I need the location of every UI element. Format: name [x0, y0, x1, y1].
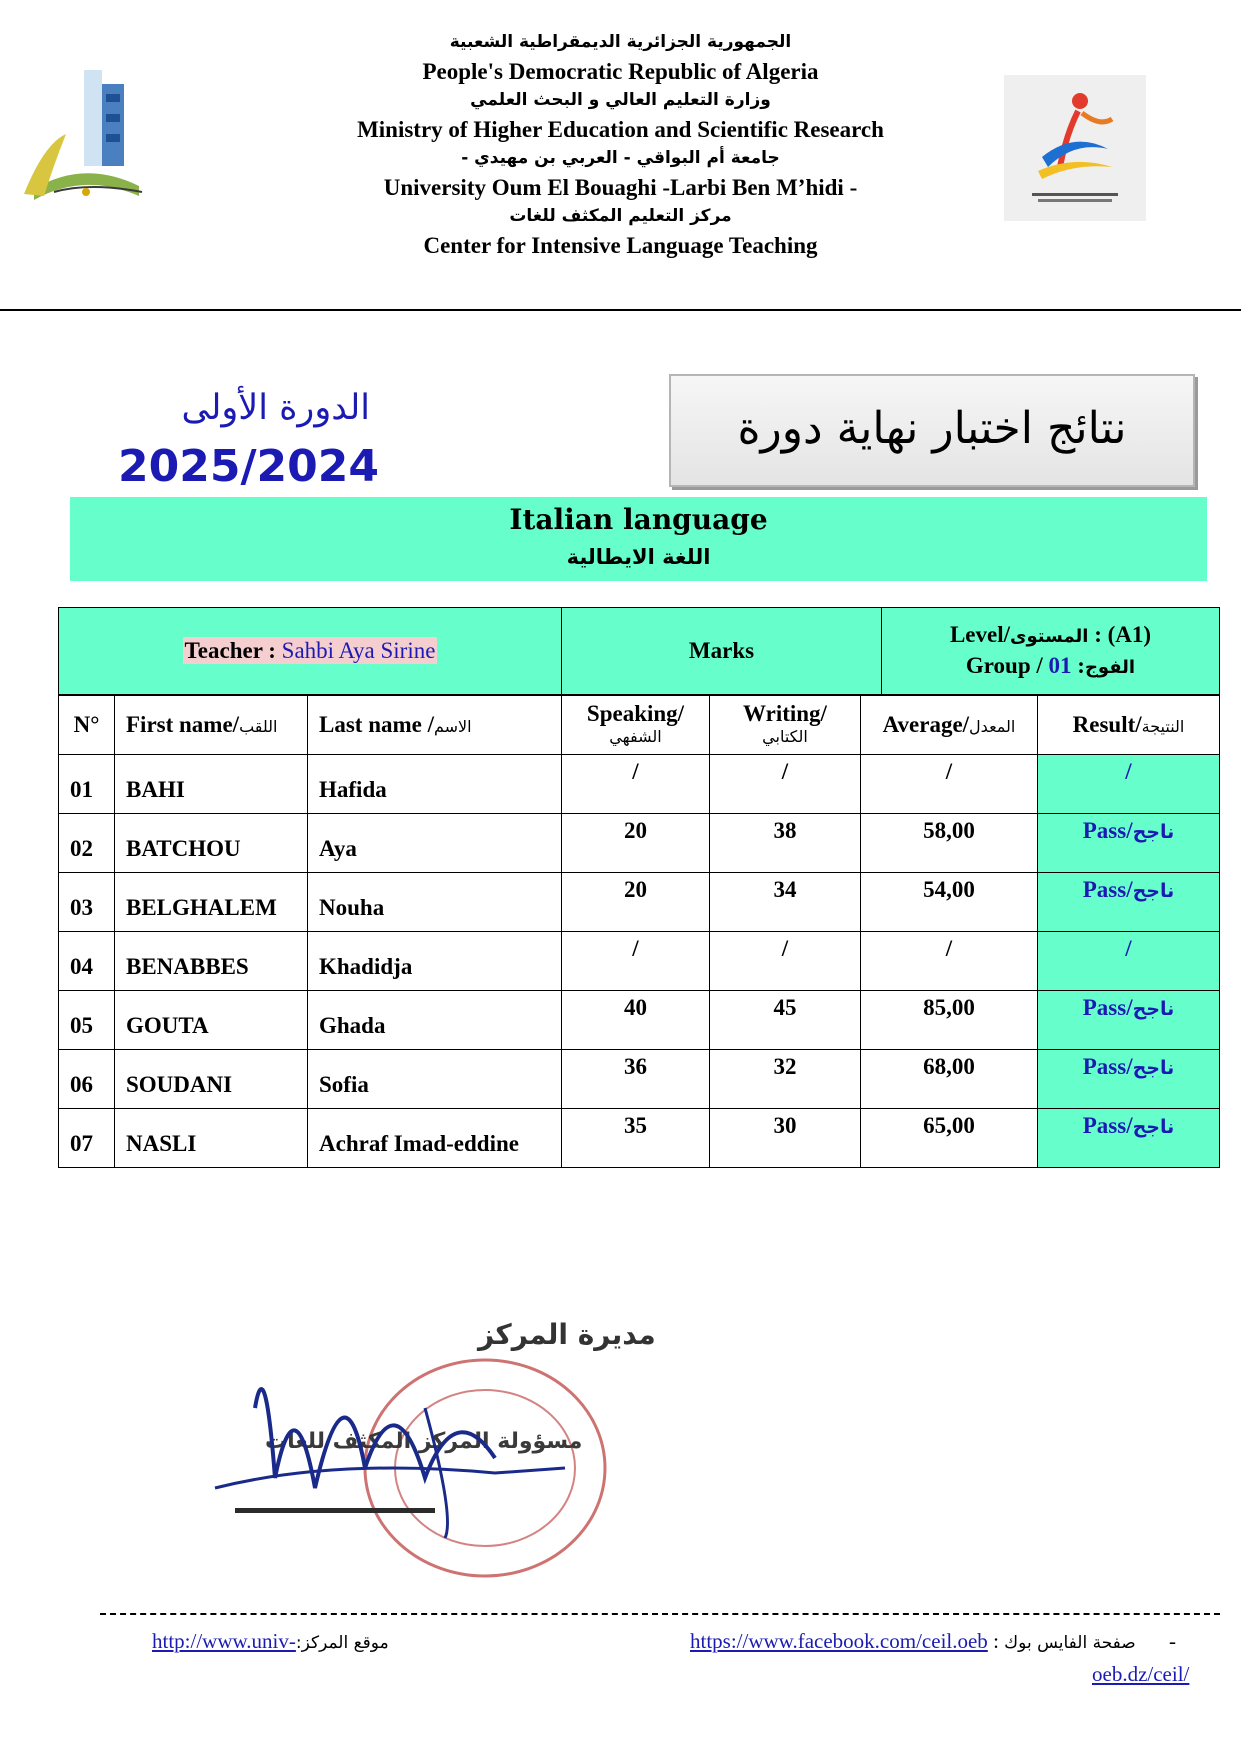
center-website-link[interactable]: http://www.univ- — [152, 1629, 296, 1653]
header-writing-en: Writing/ — [743, 701, 827, 726]
average-mark: 65,00 — [861, 1109, 1038, 1168]
speaking-mark: 36 — [562, 1050, 710, 1109]
first-name: BENABBES — [115, 932, 308, 991]
result-en: Pass/ — [1082, 1113, 1133, 1138]
header-result — [1038, 696, 1220, 755]
average-mark: / — [861, 755, 1038, 814]
header-no: N° — [59, 696, 115, 755]
row-number: 04 — [59, 932, 115, 991]
academic-year: 2025/2024 — [118, 441, 379, 492]
writing-mark: / — [710, 932, 861, 991]
header-last-name-ar: الاسم — [434, 717, 472, 736]
university-logo-icon — [14, 64, 162, 214]
republic-en: People's Democratic Republic of Algeria — [422, 59, 819, 84]
results-body — [59, 755, 1220, 1168]
first-name: BAHI — [115, 755, 308, 814]
first-name: BELGHALEM — [115, 873, 308, 932]
facebook-sep: : — [987, 1629, 1005, 1653]
row-number: 03 — [59, 873, 115, 932]
level-label-ar: المستوى — [1010, 626, 1089, 647]
teacher-label: Teacher : — [184, 638, 282, 663]
writing-mark: / — [710, 755, 861, 814]
header-first-name-en: First name/ — [126, 712, 240, 737]
footer-facebook — [690, 1629, 1176, 1654]
result-ar: ناجح — [1132, 1116, 1175, 1138]
facebook-link[interactable]: https://www.facebook.com/ceil.oeb — [690, 1629, 988, 1653]
header-first-name-ar: اللقب — [239, 717, 278, 736]
row-number: 02 — [59, 814, 115, 873]
average-mark: 58,00 — [861, 814, 1038, 873]
footer-divider — [100, 1613, 1220, 1615]
first-name: NASLI — [115, 1109, 308, 1168]
university-ar: جامعة أم البواقي - العربي بن مهيدي - — [461, 148, 780, 168]
group-label-ar: الفوج — [1084, 657, 1136, 678]
result-cell — [1038, 814, 1220, 873]
table-row — [59, 932, 1220, 991]
teacher-highlight — [183, 637, 438, 664]
header-speaking-ar: الشفهي — [609, 727, 662, 746]
writing-mark: 45 — [710, 991, 861, 1050]
header-writing — [710, 696, 861, 755]
group-sep: : — [1071, 653, 1085, 678]
last-name: Aya — [308, 814, 562, 873]
result-en: Pass/ — [1082, 877, 1133, 902]
first-name: BATCHOU — [115, 814, 308, 873]
center-en: Center for Intensive Language Teaching — [423, 233, 818, 258]
result-ar: ناجح — [1132, 880, 1175, 902]
result-cell — [1038, 755, 1220, 814]
header-last-name — [308, 696, 562, 755]
average-mark: / — [861, 932, 1038, 991]
last-name: Khadidja — [308, 932, 562, 991]
last-name: Sofia — [308, 1050, 562, 1109]
center-website-link-cont[interactable]: oeb.dz/ceil/ — [1092, 1662, 1190, 1686]
row-number: 06 — [59, 1050, 115, 1109]
center-logo-icon — [1004, 75, 1146, 221]
first-name: SOUDANI — [115, 1050, 308, 1109]
last-name: Achraf Imad-eddine — [308, 1109, 562, 1168]
last-name: Hafida — [308, 755, 562, 814]
ministry-en: Ministry of Higher Education and Scientific Research — [357, 117, 884, 142]
header-last-name-en: Last name / — [319, 712, 434, 737]
language-en: Italian language — [509, 503, 768, 536]
result-cell — [1038, 1109, 1220, 1168]
footer-link-continuation — [1092, 1662, 1189, 1687]
last-name: Ghada — [308, 991, 562, 1050]
center-website-label: :موقع المركز — [295, 1633, 389, 1653]
first-name: GOUTA — [115, 991, 308, 1050]
header-average — [861, 696, 1038, 755]
speaking-mark: 35 — [562, 1109, 710, 1168]
table-row — [59, 1109, 1220, 1168]
results-title-box — [669, 374, 1195, 487]
table-row — [59, 755, 1220, 814]
director-title: مديرة المركز — [478, 1318, 656, 1351]
level-value: : (A1) — [1088, 622, 1152, 647]
average-mark: 85,00 — [861, 991, 1038, 1050]
result-en: Pass/ — [1082, 995, 1133, 1020]
footer-center-site — [152, 1629, 389, 1654]
table-row — [59, 1050, 1220, 1109]
header-speaking — [562, 696, 710, 755]
group-line — [882, 651, 1219, 682]
group-value: 01 — [1048, 653, 1072, 678]
ministry-ar: وزارة التعليم العالي و البحث العلمي — [470, 90, 771, 110]
table-row — [59, 814, 1220, 873]
row-number: 01 — [59, 755, 115, 814]
speaking-mark: 20 — [562, 814, 710, 873]
facebook-dash: - — [1168, 1629, 1176, 1653]
level-label: Level/ — [949, 622, 1010, 647]
row-number: 07 — [59, 1109, 115, 1168]
result-ar: ناجح — [1132, 998, 1175, 1020]
language-banner — [70, 497, 1207, 581]
result-cell — [1038, 991, 1220, 1050]
language-ar: اللغة الايطالية — [566, 545, 711, 569]
header-result-ar: النتيجة — [1141, 717, 1185, 736]
result-cell — [1038, 1050, 1220, 1109]
result-en: / — [1125, 759, 1132, 784]
last-name: Nouha — [308, 873, 562, 932]
speaking-mark: / — [562, 755, 710, 814]
table-row — [59, 991, 1220, 1050]
average-mark: 68,00 — [861, 1050, 1038, 1109]
speaking-mark: 20 — [562, 873, 710, 932]
header-result-en: Result/ — [1072, 712, 1142, 737]
result-ar: ناجح — [1132, 1057, 1175, 1079]
writing-mark: 34 — [710, 873, 861, 932]
header-average-ar: المعدل — [969, 717, 1016, 736]
table-row — [59, 873, 1220, 932]
header-divider — [0, 309, 1241, 311]
result-en: / — [1125, 936, 1132, 961]
facebook-label: صفحة الفايس بوك — [1004, 1633, 1136, 1653]
result-cell — [1038, 932, 1220, 991]
results-title: نتائج اختبار نهاية دورة — [737, 403, 1127, 454]
header-writing-ar: الكتابي — [762, 727, 808, 746]
header-first-name — [115, 696, 308, 755]
speaking-mark: / — [562, 932, 710, 991]
writing-mark: 30 — [710, 1109, 861, 1168]
header-speaking-en: Speaking/ — [586, 701, 685, 726]
teacher-name: Sahbi Aya Sirine — [281, 638, 436, 663]
average-mark: 54,00 — [861, 873, 1038, 932]
table-header-row — [59, 696, 1220, 755]
speaking-mark: 40 — [562, 991, 710, 1050]
republic-ar: الجمهورية الجزائرية الديمقراطية الشعبية — [449, 32, 792, 52]
session-label: الدورة الأولى — [181, 388, 370, 428]
writing-mark: 38 — [710, 814, 861, 873]
level-line — [882, 620, 1219, 651]
result-cell — [1038, 873, 1220, 932]
marks-cell — [562, 608, 882, 695]
level-group-cell — [882, 608, 1220, 695]
course-info-table — [58, 607, 1220, 695]
stamp-signature-icon — [195, 1318, 615, 1578]
group-label: Group / — [965, 653, 1049, 678]
header-average-en: Average/ — [882, 712, 970, 737]
teacher-cell — [59, 608, 562, 695]
result-en: Pass/ — [1082, 1054, 1133, 1079]
marks-label: Marks — [688, 638, 755, 663]
result-ar: ناجح — [1132, 821, 1175, 843]
row-number: 05 — [59, 991, 115, 1050]
writing-mark: 32 — [710, 1050, 861, 1109]
result-en: Pass/ — [1082, 818, 1133, 843]
university-en: University Oum El Bouaghi -Larbi Ben M’hidi - — [383, 175, 858, 200]
center-ar: مركز التعليم المكثف للغات — [509, 206, 732, 226]
results-table — [58, 695, 1220, 1168]
stamp-text: مسؤولة المركز المكثف للغات — [265, 1429, 583, 1454]
